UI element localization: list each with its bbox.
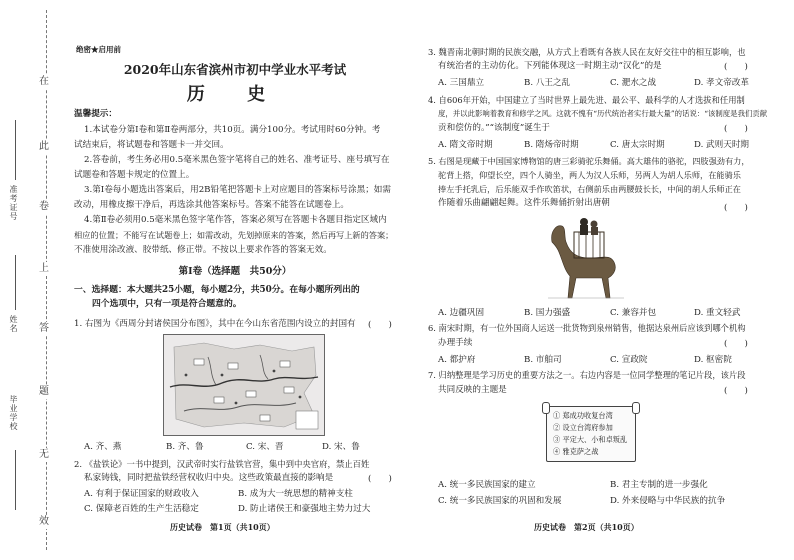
q3-stem: 有统治者的主动仿化。下列能体现这一时期主动“汉化”的是 <box>438 61 662 71</box>
page-footer: 历史试卷 第1页（共10页） <box>170 522 275 532</box>
q1-option: B. 齐、鲁 <box>166 442 204 452</box>
answer-paren: ( ) <box>724 386 748 396</box>
q3-option: B. 八王之乱 <box>524 78 571 88</box>
field-school: 毕业学校 <box>9 395 18 431</box>
secret-mark: 绝密★启用前 <box>76 45 121 54</box>
seal-char: 卷 <box>39 201 49 212</box>
field-line <box>15 255 16 310</box>
q7-option: B. 君主专制的进一步强化 <box>610 480 708 490</box>
seal-char: 题 <box>39 386 49 397</box>
notice-line: 改动，用橡皮擦干净后，再选涂其他答案标号。答案不能答在试题卷上。 <box>74 200 350 210</box>
notice-line: 1.本试卷分第Ⅰ卷和第Ⅱ卷两部分，共10页。满分100分。考试用时60分钟。考 <box>84 125 381 135</box>
q2-option: A. 有利于保证国家的财政收入 <box>84 489 199 499</box>
q5-option: B. 国力强盛 <box>524 308 571 318</box>
part1-heading: 第Ⅰ卷（选择题 共50分） <box>178 266 292 277</box>
q7-stem: 共同反映的主题是 <box>438 385 507 395</box>
q6-option: C. 宣政院 <box>610 355 648 365</box>
q1-option: D. 宋、鲁 <box>322 442 360 452</box>
q3-stem: 3. 魏晋南北朝时期的民族交融，从方式上看既有各族人民在友好交往中的相互影响，也 <box>428 47 746 57</box>
camel-figurine-image <box>546 212 626 300</box>
notice-line: 2.答卷前，考生务必用0.5毫米黑色签字笔将自己的姓名、准考证号、座号填写在 <box>84 155 390 165</box>
scroll-end <box>542 402 550 414</box>
exam-title: 2020年山东省滨州市初中学业水平考试 <box>123 62 347 77</box>
answer-paren: ( ) <box>724 62 748 72</box>
q2-option: C. 保障老百姓的生产生活稳定 <box>84 504 199 514</box>
q5-option: D. 重文轻武 <box>694 308 741 318</box>
note-scroll <box>546 406 636 462</box>
map-graphic <box>164 335 324 435</box>
field-line <box>15 120 16 180</box>
note-item: ④ 雅克萨之战 <box>553 447 599 456</box>
page-footer: 历史试卷 第2页（共10页） <box>534 522 639 532</box>
field-exam-number: 准考证号 <box>9 185 18 221</box>
page-2 <box>424 0 774 560</box>
seal-char: 在 <box>39 76 49 87</box>
q5-stem: 捧左手托乳后，后乐能双手作吹笛状，右侧前乐由两腰鼓长长，中间的胡人乐师正在 <box>438 184 741 194</box>
q6-option: B. 市舶司 <box>524 355 562 365</box>
q4-option: D. 武则天时期 <box>694 140 750 150</box>
zhou-fief-map <box>163 334 325 436</box>
q1-option: C. 宋、晋 <box>246 442 284 452</box>
notice-line: 试结束后，将试题卷和答题卡一并交回。 <box>74 140 229 150</box>
notice-line: 不准使用涂改液、胶带纸、修正带。不按以上要求作答的答案无效。 <box>74 245 332 255</box>
q5-option: C. 兼容并包 <box>610 308 657 318</box>
q1-option: A. 齐、燕 <box>84 442 122 452</box>
field-line <box>15 450 16 510</box>
q7-option: D. 外来侵略与中华民族的抗争 <box>610 496 726 506</box>
notice-body <box>74 124 400 259</box>
page-1 <box>70 0 400 560</box>
answer-paren: ( ) <box>724 124 748 134</box>
answer-paren: ( ) <box>724 203 748 213</box>
q2-stem: 2. 《盐铁论》一书中提到，汉武帝时实行盐铁官营，集中到中央官府，禁止百姓 <box>74 459 370 469</box>
notice-line: 4.第Ⅱ卷必须用0.5毫米黑色签字笔作答，答案必须写在答题卡各题目指定区域内 <box>84 215 387 225</box>
q7-option: C. 统一多民族国家的巩固和发展 <box>438 496 562 506</box>
q4-option: A. 隋文帝时期 <box>438 140 493 150</box>
notice-line: 相应的位置；不能写在试题卷上；如需改动，先划掉原来的答案，然后再写上新的答案； <box>74 230 394 240</box>
q6-option: A. 都护府 <box>438 355 476 365</box>
q5-stem: 作随着乐曲翩翩起舞。这件乐舞俑折射出唐朝 <box>438 198 610 208</box>
seal-char: 效 <box>39 516 49 527</box>
answer-paren: ( ) <box>368 474 392 484</box>
q1-stem: 1. 右图为《西周分封诸侯国分布图》，其中在今山东省范围内设立的封国有 <box>74 319 356 329</box>
answer-paren: ( ) <box>724 339 748 349</box>
q2-stem: 私家铸钱，同时把盐铁经营权收归中央。这些政策最直接的影响是 <box>84 473 334 483</box>
q3-option: A. 三国鼎立 <box>438 78 485 88</box>
q3-option: C. 淝水之战 <box>610 78 657 88</box>
notice-line: 试题卷和答题卡规定的位置上。 <box>74 170 195 180</box>
seal-char: 答 <box>39 323 49 334</box>
q4-stem: 度，并以此影响着教育和修学之风。这就不愧有“历代统治者实行最大量”的话说：“该制度是我们贡献 <box>438 109 768 118</box>
note-item: ② 设立台湾府参加 <box>553 423 613 432</box>
q4-stem: 4. 自606年开始，中国建立了当时世界上最先进、最公平、最科学的人才选拔和任用制 <box>428 95 745 105</box>
q6-option: D. 枢密院 <box>694 355 732 365</box>
q4-option: B. 隋炀帝时期 <box>524 140 579 150</box>
q7-option: A. 统一多民族国家的建立 <box>438 480 536 490</box>
q6-stem: 办理手续 <box>438 338 473 348</box>
q6-stem: 6. 南宋时期，有一位外国商人运送一批货物到泉州销售，他据达泉州后应该到哪个机构 <box>428 323 746 333</box>
q5-stem: 5. 右图是现藏于中国国家博物馆的唐三彩骑驼乐舞俑。高大雄伟的骆驼，四肢强劲有力， <box>428 156 750 166</box>
subject-title: 历 史 <box>186 84 284 105</box>
note-item: ① 郑成功收复台湾 <box>553 411 613 420</box>
notice-line: 3.第Ⅰ卷每小题选出答案后，用2B铅笔把答题卡上对应题目的答案标号涂黑；如需 <box>84 185 391 195</box>
q5-option: A. 边疆巩固 <box>438 308 485 318</box>
seal-char: 上 <box>39 263 49 274</box>
part1-instruction: 一、选择题：本大题共25小题，每小题2分，共50分。在每小题所列出的 <box>74 285 360 295</box>
q3-option: D. 孝文帝改革 <box>694 78 750 88</box>
q2-option: D. 防止诸侯王和豪强地主势力过大 <box>238 504 371 514</box>
scroll-end <box>632 402 640 414</box>
seal-char: 无 <box>39 449 49 460</box>
camel-graphic <box>546 212 626 300</box>
binding-margin <box>0 0 62 560</box>
note-item: ③ 平定大、小和卓叛乱 <box>553 435 628 444</box>
part1-instruction: 四个选项中，只有一项是符合题意的。 <box>92 299 242 309</box>
answer-paren: ( ) <box>368 320 392 330</box>
q5-stem: 驼背上搭，仰望长空，四个人骑坐，两人为汉人乐师，另两人为胡人乐师，在能骑乐 <box>438 170 741 180</box>
q7-stem: 7. 归纳整理是学习历史的重要方法之一。右边内容是一位同学整理的笔记片段，该片段 <box>428 370 746 380</box>
q4-stem: 贡和偿仿的。”“该制度”诞生于 <box>438 123 551 133</box>
seal-char: 此 <box>39 141 49 152</box>
seal-line <box>46 10 47 550</box>
notice-heading: 温馨提示： <box>74 109 117 119</box>
q4-option: C. 唐太宗时期 <box>610 140 665 150</box>
field-name: 姓名 <box>9 315 18 333</box>
q2-option: B. 成为大一统思想的精神支柱 <box>238 489 353 499</box>
